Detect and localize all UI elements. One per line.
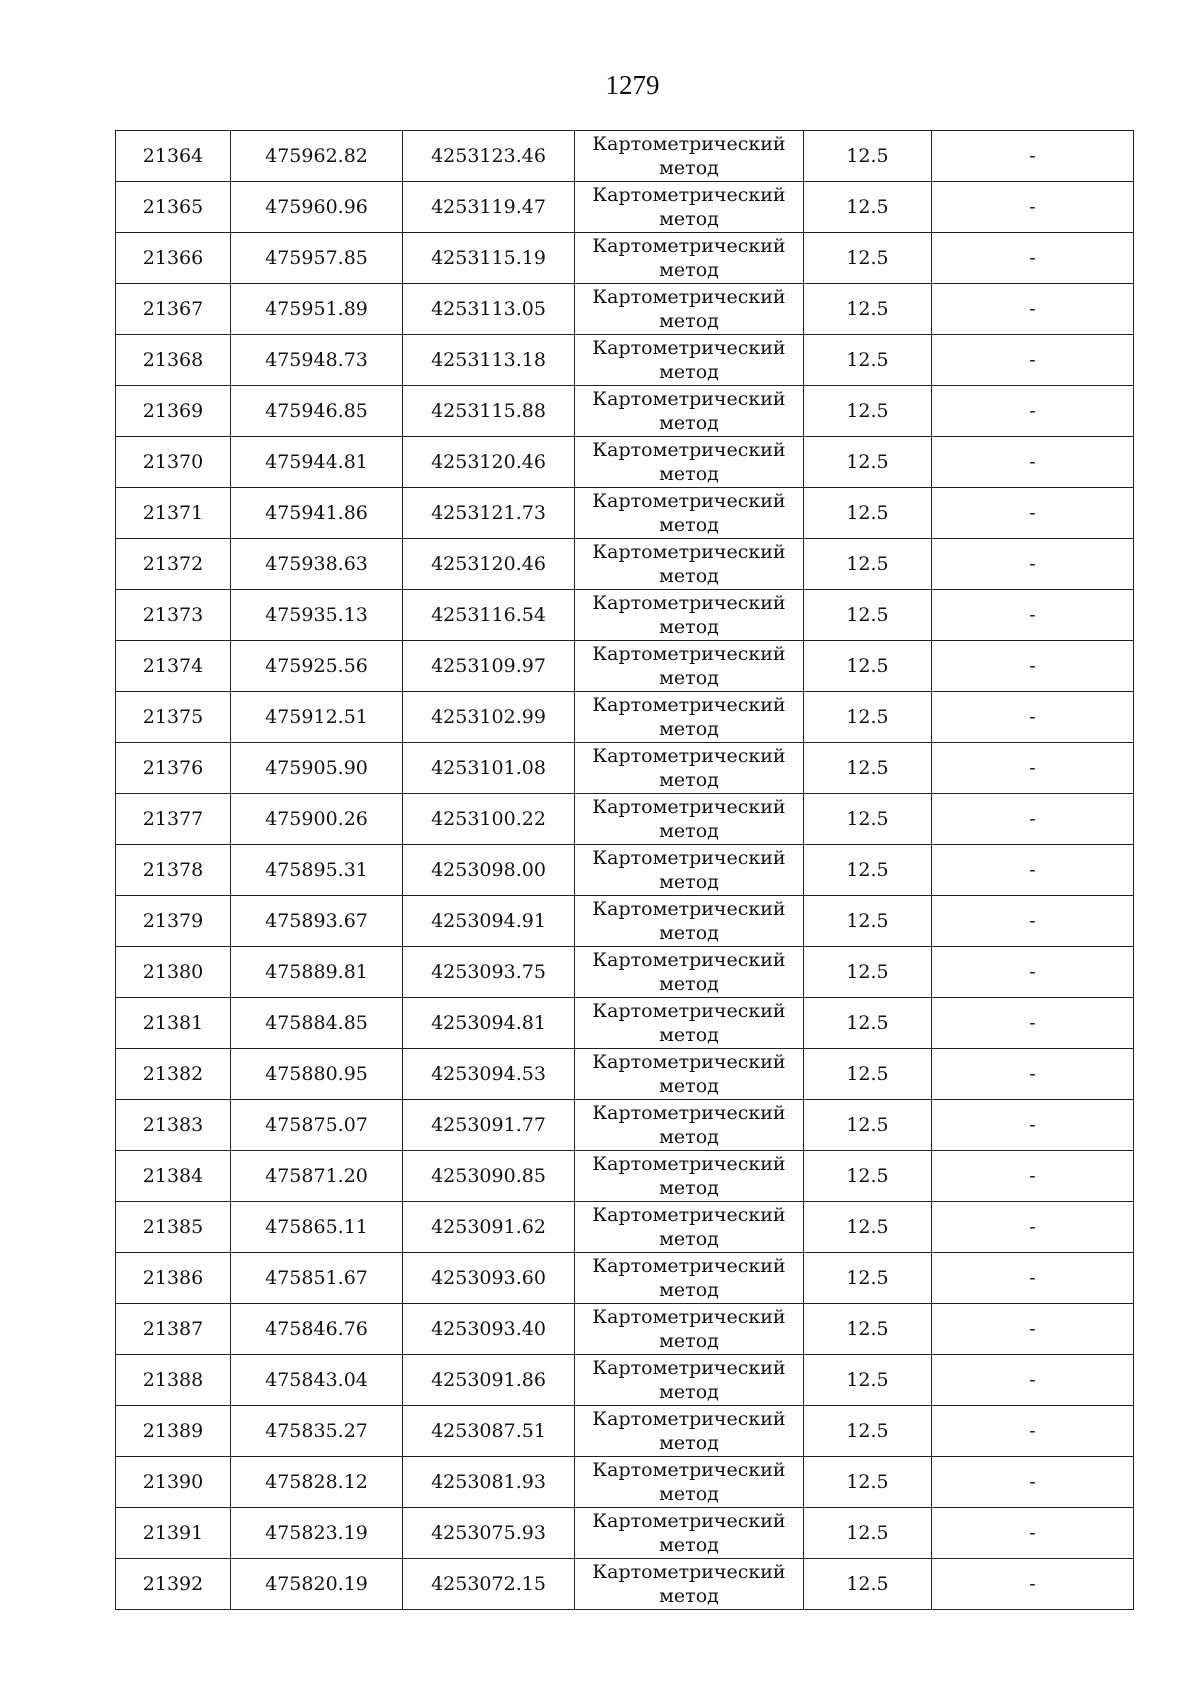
accuracy-cell: 12.5 — [804, 488, 932, 539]
table-row — [116, 1049, 1134, 1100]
method-line-1: Картометрический — [592, 1255, 786, 1277]
coordinates-table-body — [116, 131, 1134, 1610]
point-id-cell: 21378 — [116, 845, 231, 896]
point-id-cell: 21376 — [116, 743, 231, 794]
note-cell: - — [932, 1151, 1134, 1202]
point-id-cell: 21375 — [116, 692, 231, 743]
table-row — [116, 335, 1134, 386]
method-cell — [575, 794, 804, 845]
method-cell — [575, 1202, 804, 1253]
y-coordinate-cell: 4253120.46 — [403, 539, 575, 590]
accuracy-cell: 12.5 — [804, 998, 932, 1049]
note-cell: - — [932, 1508, 1134, 1559]
note-cell: - — [932, 896, 1134, 947]
accuracy-cell: 12.5 — [804, 539, 932, 590]
method-line-2: метод — [659, 1330, 719, 1352]
x-coordinate-cell: 475905.90 — [231, 743, 403, 794]
table-row — [116, 284, 1134, 335]
note-cell: - — [932, 488, 1134, 539]
point-id-cell: 21366 — [116, 233, 231, 284]
table-row — [116, 590, 1134, 641]
x-coordinate-cell: 475962.82 — [231, 131, 403, 182]
note-cell: - — [932, 1355, 1134, 1406]
y-coordinate-cell: 4253113.05 — [403, 284, 575, 335]
point-id-cell: 21371 — [116, 488, 231, 539]
note-cell: - — [932, 284, 1134, 335]
table-row — [116, 896, 1134, 947]
method-line-1: Картометрический — [592, 1459, 786, 1481]
y-coordinate-cell: 4253093.60 — [403, 1253, 575, 1304]
point-id-cell: 21372 — [116, 539, 231, 590]
method-line-1: Картометрический — [592, 133, 786, 155]
method-line-2: метод — [659, 1534, 719, 1556]
x-coordinate-cell: 475900.26 — [231, 794, 403, 845]
accuracy-cell: 12.5 — [804, 1202, 932, 1253]
x-coordinate-cell: 475846.76 — [231, 1304, 403, 1355]
y-coordinate-cell: 4253091.77 — [403, 1100, 575, 1151]
point-id-cell: 21377 — [116, 794, 231, 845]
y-coordinate-cell: 4253093.40 — [403, 1304, 575, 1355]
note-cell: - — [932, 1253, 1134, 1304]
method-line-2: метод — [659, 1585, 719, 1607]
note-cell: - — [932, 692, 1134, 743]
accuracy-cell: 12.5 — [804, 386, 932, 437]
method-line-1: Картометрический — [592, 184, 786, 206]
x-coordinate-cell: 475871.20 — [231, 1151, 403, 1202]
y-coordinate-cell: 4253123.46 — [403, 131, 575, 182]
x-coordinate-cell: 475828.12 — [231, 1457, 403, 1508]
note-cell: - — [932, 590, 1134, 641]
accuracy-cell: 12.5 — [804, 947, 932, 998]
x-coordinate-cell: 475941.86 — [231, 488, 403, 539]
note-cell: - — [932, 386, 1134, 437]
accuracy-cell: 12.5 — [804, 794, 932, 845]
method-cell — [575, 947, 804, 998]
method-line-2: метод — [659, 1126, 719, 1148]
table-row — [116, 1457, 1134, 1508]
table-row — [116, 743, 1134, 794]
y-coordinate-cell: 4253094.91 — [403, 896, 575, 947]
method-line-2: метод — [659, 463, 719, 485]
y-coordinate-cell: 4253094.53 — [403, 1049, 575, 1100]
method-line-1: Картометрический — [592, 1306, 786, 1328]
table-row — [116, 1355, 1134, 1406]
method-cell — [575, 182, 804, 233]
point-id-cell: 21388 — [116, 1355, 231, 1406]
y-coordinate-cell: 4253090.85 — [403, 1151, 575, 1202]
point-id-cell: 21369 — [116, 386, 231, 437]
accuracy-cell: 12.5 — [804, 1559, 932, 1610]
x-coordinate-cell: 475889.81 — [231, 947, 403, 998]
method-line-2: метод — [659, 1381, 719, 1403]
accuracy-cell: 12.5 — [804, 1253, 932, 1304]
point-id-cell: 21370 — [116, 437, 231, 488]
accuracy-cell: 12.5 — [804, 284, 932, 335]
table-row — [116, 1253, 1134, 1304]
method-line-1: Картометрический — [592, 643, 786, 665]
method-cell — [575, 488, 804, 539]
method-line-1: Картометрический — [592, 847, 786, 869]
x-coordinate-cell: 475912.51 — [231, 692, 403, 743]
x-coordinate-cell: 475946.85 — [231, 386, 403, 437]
method-line-1: Картометрический — [592, 898, 786, 920]
x-coordinate-cell: 475938.63 — [231, 539, 403, 590]
note-cell: - — [932, 998, 1134, 1049]
method-line-2: метод — [659, 769, 719, 791]
method-line-2: метод — [659, 1177, 719, 1199]
method-cell — [575, 284, 804, 335]
accuracy-cell: 12.5 — [804, 1457, 932, 1508]
table-row — [116, 1508, 1134, 1559]
accuracy-cell: 12.5 — [804, 437, 932, 488]
method-line-1: Картометрический — [592, 694, 786, 716]
method-cell — [575, 896, 804, 947]
table-row — [116, 182, 1134, 233]
method-line-2: метод — [659, 820, 719, 842]
accuracy-cell: 12.5 — [804, 743, 932, 794]
point-id-cell: 21385 — [116, 1202, 231, 1253]
method-cell — [575, 590, 804, 641]
method-line-2: метод — [659, 1024, 719, 1046]
x-coordinate-cell: 475875.07 — [231, 1100, 403, 1151]
point-id-cell: 21364 — [116, 131, 231, 182]
method-cell — [575, 1151, 804, 1202]
y-coordinate-cell: 4253115.88 — [403, 386, 575, 437]
y-coordinate-cell: 4253116.54 — [403, 590, 575, 641]
x-coordinate-cell: 475835.27 — [231, 1406, 403, 1457]
x-coordinate-cell: 475925.56 — [231, 641, 403, 692]
table-row — [116, 1151, 1134, 1202]
y-coordinate-cell: 4253109.97 — [403, 641, 575, 692]
y-coordinate-cell: 4253101.08 — [403, 743, 575, 794]
method-line-1: Картометрический — [592, 235, 786, 257]
table-row — [116, 794, 1134, 845]
table-row — [116, 1202, 1134, 1253]
method-cell — [575, 743, 804, 794]
y-coordinate-cell: 4253113.18 — [403, 335, 575, 386]
method-line-2: метод — [659, 1228, 719, 1250]
accuracy-cell: 12.5 — [804, 1100, 932, 1151]
note-cell: - — [932, 335, 1134, 386]
method-cell — [575, 1304, 804, 1355]
accuracy-cell: 12.5 — [804, 1049, 932, 1100]
method-line-1: Картометрический — [592, 949, 786, 971]
point-id-cell: 21391 — [116, 1508, 231, 1559]
method-line-2: метод — [659, 361, 719, 383]
page-number: 1279 — [605, 70, 660, 100]
note-cell: - — [932, 1457, 1134, 1508]
table-row — [116, 1100, 1134, 1151]
y-coordinate-cell: 4253091.86 — [403, 1355, 575, 1406]
method-line-1: Картометрический — [592, 796, 786, 818]
method-line-1: Картометрический — [592, 1510, 786, 1532]
method-line-1: Картометрический — [592, 1051, 786, 1073]
accuracy-cell: 12.5 — [804, 845, 932, 896]
y-coordinate-cell: 4253081.93 — [403, 1457, 575, 1508]
method-line-2: метод — [659, 1279, 719, 1301]
y-coordinate-cell: 4253119.47 — [403, 182, 575, 233]
method-line-2: метод — [659, 718, 719, 740]
accuracy-cell: 12.5 — [804, 1355, 932, 1406]
note-cell: - — [932, 1100, 1134, 1151]
x-coordinate-cell: 475957.85 — [231, 233, 403, 284]
point-id-cell: 21368 — [116, 335, 231, 386]
method-line-1: Картометрический — [592, 745, 786, 767]
method-line-1: Картометрический — [592, 1102, 786, 1124]
table-row — [116, 437, 1134, 488]
accuracy-cell: 12.5 — [804, 1151, 932, 1202]
method-line-2: метод — [659, 973, 719, 995]
x-coordinate-cell: 475851.67 — [231, 1253, 403, 1304]
note-cell: - — [932, 131, 1134, 182]
y-coordinate-cell: 4253072.15 — [403, 1559, 575, 1610]
method-line-2: метод — [659, 1432, 719, 1454]
method-line-2: метод — [659, 565, 719, 587]
method-cell — [575, 1406, 804, 1457]
x-coordinate-cell: 475935.13 — [231, 590, 403, 641]
point-id-cell: 21373 — [116, 590, 231, 641]
note-cell: - — [932, 1406, 1134, 1457]
note-cell: - — [932, 794, 1134, 845]
point-id-cell: 21392 — [116, 1559, 231, 1610]
method-line-1: Картометрический — [592, 1204, 786, 1226]
x-coordinate-cell: 475895.31 — [231, 845, 403, 896]
note-cell: - — [932, 233, 1134, 284]
method-line-2: метод — [659, 1075, 719, 1097]
x-coordinate-cell: 475843.04 — [231, 1355, 403, 1406]
x-coordinate-cell: 475960.96 — [231, 182, 403, 233]
y-coordinate-cell: 4253091.62 — [403, 1202, 575, 1253]
point-id-cell: 21380 — [116, 947, 231, 998]
method-line-1: Картометрический — [592, 388, 786, 410]
method-cell — [575, 233, 804, 284]
point-id-cell: 21381 — [116, 998, 231, 1049]
x-coordinate-cell: 475880.95 — [231, 1049, 403, 1100]
y-coordinate-cell: 4253121.73 — [403, 488, 575, 539]
y-coordinate-cell: 4253087.51 — [403, 1406, 575, 1457]
method-cell — [575, 1508, 804, 1559]
method-cell — [575, 335, 804, 386]
method-line-2: метод — [659, 871, 719, 893]
point-id-cell: 21382 — [116, 1049, 231, 1100]
method-line-2: метод — [659, 922, 719, 944]
note-cell: - — [932, 437, 1134, 488]
method-line-2: метод — [659, 157, 719, 179]
accuracy-cell: 12.5 — [804, 233, 932, 284]
method-line-2: метод — [659, 514, 719, 536]
y-coordinate-cell: 4253098.00 — [403, 845, 575, 896]
point-id-cell: 21374 — [116, 641, 231, 692]
accuracy-cell: 12.5 — [804, 182, 932, 233]
table-row — [116, 131, 1134, 182]
y-coordinate-cell: 4253093.75 — [403, 947, 575, 998]
method-cell — [575, 437, 804, 488]
method-cell — [575, 386, 804, 437]
accuracy-cell: 12.5 — [804, 1406, 932, 1457]
point-id-cell: 21367 — [116, 284, 231, 335]
method-cell — [575, 131, 804, 182]
method-line-1: Картометрический — [592, 490, 786, 512]
note-cell: - — [932, 1304, 1134, 1355]
note-cell: - — [932, 743, 1134, 794]
table-row — [116, 1304, 1134, 1355]
accuracy-cell: 12.5 — [804, 1508, 932, 1559]
method-line-2: метод — [659, 259, 719, 281]
method-line-1: Картометрический — [592, 1000, 786, 1022]
table-row — [116, 386, 1134, 437]
note-cell: - — [932, 1202, 1134, 1253]
x-coordinate-cell: 475951.89 — [231, 284, 403, 335]
y-coordinate-cell: 4253120.46 — [403, 437, 575, 488]
accuracy-cell: 12.5 — [804, 692, 932, 743]
point-id-cell: 21379 — [116, 896, 231, 947]
table-row — [116, 692, 1134, 743]
method-cell — [575, 1100, 804, 1151]
method-line-2: метод — [659, 208, 719, 230]
x-coordinate-cell: 475948.73 — [231, 335, 403, 386]
x-coordinate-cell: 475893.67 — [231, 896, 403, 947]
y-coordinate-cell: 4253094.81 — [403, 998, 575, 1049]
point-id-cell: 21386 — [116, 1253, 231, 1304]
x-coordinate-cell: 475884.85 — [231, 998, 403, 1049]
point-id-cell: 21390 — [116, 1457, 231, 1508]
method-cell — [575, 692, 804, 743]
method-cell — [575, 1355, 804, 1406]
note-cell: - — [932, 947, 1134, 998]
method-line-2: метод — [659, 616, 719, 638]
note-cell: - — [932, 1049, 1134, 1100]
y-coordinate-cell: 4253100.22 — [403, 794, 575, 845]
y-coordinate-cell: 4253102.99 — [403, 692, 575, 743]
method-cell — [575, 1457, 804, 1508]
method-cell — [575, 845, 804, 896]
method-line-1: Картометрический — [592, 1408, 786, 1430]
table-row — [116, 998, 1134, 1049]
x-coordinate-cell: 475820.19 — [231, 1559, 403, 1610]
point-id-cell: 21387 — [116, 1304, 231, 1355]
point-id-cell: 21389 — [116, 1406, 231, 1457]
note-cell: - — [932, 1559, 1134, 1610]
table-row — [116, 1406, 1134, 1457]
method-cell — [575, 539, 804, 590]
point-id-cell: 21383 — [116, 1100, 231, 1151]
table-row — [116, 845, 1134, 896]
y-coordinate-cell: 4253075.93 — [403, 1508, 575, 1559]
method-line-1: Картометрический — [592, 1561, 786, 1583]
table-row — [116, 641, 1134, 692]
x-coordinate-cell: 475944.81 — [231, 437, 403, 488]
point-id-cell: 21384 — [116, 1151, 231, 1202]
table-row — [116, 233, 1134, 284]
table-row — [116, 539, 1134, 590]
method-cell — [575, 1559, 804, 1610]
method-line-1: Картометрический — [592, 1357, 786, 1379]
accuracy-cell: 12.5 — [804, 335, 932, 386]
note-cell: - — [932, 539, 1134, 590]
note-cell: - — [932, 845, 1134, 896]
method-line-1: Картометрический — [592, 592, 786, 614]
y-coordinate-cell: 4253115.19 — [403, 233, 575, 284]
method-line-1: Картометрический — [592, 541, 786, 563]
x-coordinate-cell: 475865.11 — [231, 1202, 403, 1253]
method-cell — [575, 1049, 804, 1100]
table-row — [116, 1559, 1134, 1610]
method-line-1: Картометрический — [592, 286, 786, 308]
accuracy-cell: 12.5 — [804, 1304, 932, 1355]
x-coordinate-cell: 475823.19 — [231, 1508, 403, 1559]
accuracy-cell: 12.5 — [804, 896, 932, 947]
note-cell: - — [932, 182, 1134, 233]
method-line-1: Картометрический — [592, 1153, 786, 1175]
table-row — [116, 947, 1134, 998]
note-cell: - — [932, 641, 1134, 692]
method-cell — [575, 998, 804, 1049]
method-line-1: Картометрический — [592, 439, 786, 461]
point-id-cell: 21365 — [116, 182, 231, 233]
table-row — [116, 488, 1134, 539]
method-cell — [575, 1253, 804, 1304]
method-line-2: метод — [659, 1483, 719, 1505]
accuracy-cell: 12.5 — [804, 590, 932, 641]
accuracy-cell: 12.5 — [804, 131, 932, 182]
method-line-1: Картометрический — [592, 337, 786, 359]
accuracy-cell: 12.5 — [804, 641, 932, 692]
method-line-2: метод — [659, 412, 719, 434]
method-line-2: метод — [659, 667, 719, 689]
method-cell — [575, 641, 804, 692]
coordinates-table — [115, 130, 1134, 1610]
method-line-2: метод — [659, 310, 719, 332]
